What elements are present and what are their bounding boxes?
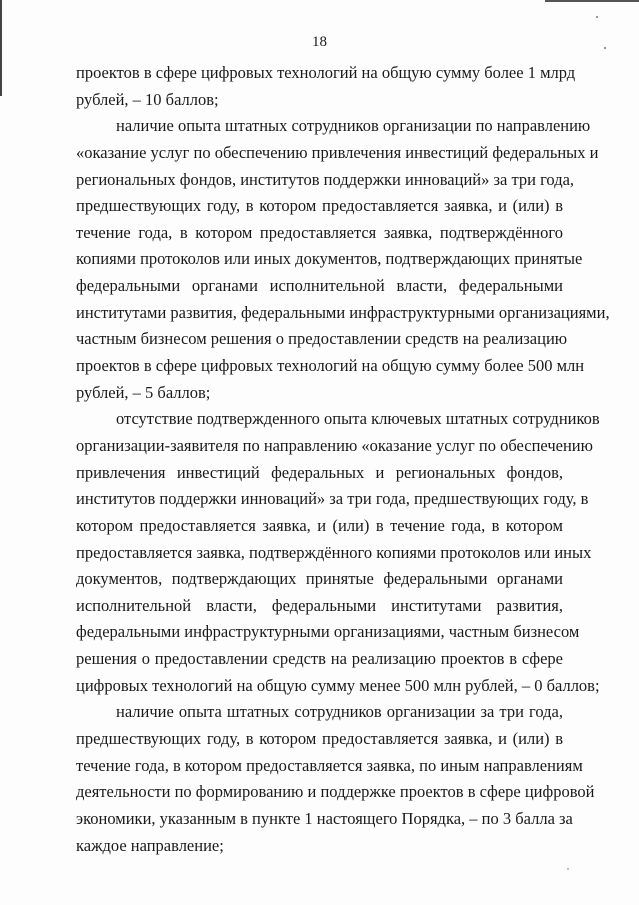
- text-line: институтами развития, федеральными инфраструктурными организациями,: [76, 302, 610, 322]
- text-line: предшествующих году, в котором предоставляется заявка, и (или) в: [76, 196, 563, 216]
- paragraph-criterion-0-points: [76, 406, 600, 699]
- text-line: течение года, в котором предоставляется заявка, подтверждённого: [76, 222, 563, 242]
- text-line: цифровых технологий на общую сумму менее 500 млн рублей, – 0 баллов;: [76, 675, 600, 695]
- text-line: институтов поддержки инноваций» за три года, предшествующих году, в: [76, 489, 589, 509]
- text-line: рублей, – 5 баллов;: [76, 382, 211, 402]
- text-line: каждое направление;: [76, 835, 224, 855]
- text-line: течение года, в котором предоставляется заявка, по иным направлениям: [76, 755, 583, 775]
- text-line: предоставляется заявка, подтверждённого копиями протоколов или иных: [76, 542, 592, 562]
- scan-corner-mark: [545, 0, 639, 2]
- text-line: федеральными органами исполнительной власти, федеральными: [76, 276, 563, 296]
- text-line: федеральными инфраструктурными организациями, частным бизнесом: [76, 622, 580, 642]
- text-line: проектов в сфере цифровых технологий на общую сумму более 500 млн: [76, 356, 585, 376]
- document-body: [76, 60, 610, 859]
- text-line: деятельности по формированию и поддержке проектов в сфере цифровой: [76, 782, 595, 802]
- text-line: частным бизнесом решения о предоставлении средств на реализацию: [76, 329, 568, 349]
- paragraph-continuation: [76, 60, 576, 113]
- paragraph-criterion-3-points: [76, 699, 595, 859]
- scan-speck: [567, 868, 569, 870]
- text-line: котором предоставляется заявка, и (или) в течение года, в котором: [76, 515, 563, 535]
- text-line: отсутствие подтвержденного опыта ключевых штатных сотрудников: [116, 409, 600, 429]
- text-line: исполнительной власти, федеральными институтами развития,: [76, 595, 563, 615]
- page-number: 18: [312, 34, 327, 50]
- paragraph-criterion-5-points: [76, 113, 610, 406]
- text-line: «оказание услуг по обеспечению привлечения инвестиций федеральных и: [76, 142, 599, 162]
- text-line: проектов в сфере цифровых технологий на общую сумму более 1 млрд: [76, 63, 576, 82]
- scan-speck: [596, 16, 598, 18]
- text-line: региональных фондов, институтов поддержки инноваций» за три года,: [76, 169, 575, 189]
- text-line: решения о предоставлении средств на реализацию проектов в сфере: [76, 649, 563, 669]
- text-line: предшествующих году, в котором предоставляется заявка, и (или) в: [76, 729, 563, 749]
- text-line: привлечения инвестиций федеральных и региональных фондов,: [76, 462, 563, 482]
- text-line: документов, подтверждающих принятые федеральными органами: [76, 569, 563, 589]
- text-line: экономики, указанным в пункте 1 настоящего Порядка, – по 3 балла за: [76, 808, 573, 828]
- text-line: копиями протоколов или иных документов, подтверждающих принятые: [76, 249, 583, 269]
- text-line: рублей, – 10 баллов;: [76, 89, 219, 109]
- text-line: организации-заявителя по направлению «оказание услуг по обеспечению: [76, 435, 593, 455]
- text-line: наличие опыта штатных сотрудников организации за три года,: [116, 702, 563, 722]
- text-line: наличие опыта штатных сотрудников организации по направлению: [116, 116, 591, 136]
